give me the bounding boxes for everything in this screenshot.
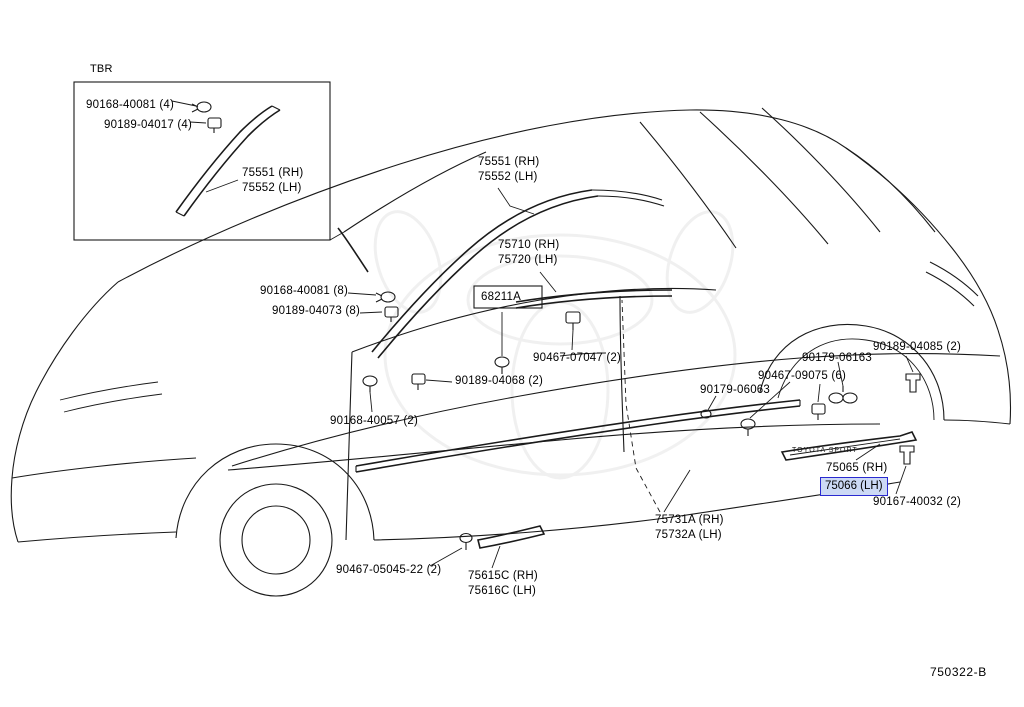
label-75731a-rh: 75731A (RH) (655, 514, 724, 526)
label-90189-04085: 90189-04085 (2) (873, 341, 962, 353)
label-90167-40032: 90167-40032 (2) (873, 496, 962, 508)
label-75732a-lh: 75732A (LH) (655, 529, 722, 541)
label-90168-40081-8: 90168-40081 (8) (260, 285, 349, 297)
label-75066-lh-selected[interactable]: 75066 (LH) (820, 477, 888, 496)
label-90189-04068: 90189-04068 (2) (455, 375, 544, 387)
label-75616c-lh: 75616C (LH) (468, 585, 537, 597)
label-75720-lh: 75720 (LH) (498, 254, 558, 266)
label-68211a: 68211A (481, 291, 521, 303)
boxes (74, 82, 542, 308)
label-90168-40057: 90168-40057 (2) (330, 415, 419, 427)
label-75065-rh: 75065 (RH) (826, 462, 888, 474)
label-90467-07047: 90467-07047 (2) (533, 352, 622, 364)
label-75710-rh: 75710 (RH) (498, 239, 560, 251)
label-90179-06063: 90179-06063 (700, 384, 770, 396)
label-75551-rh-inset: 75551 (RH) (242, 167, 304, 179)
diagram-number: 750322-B (930, 665, 987, 679)
svg-text:TOYOTA SPORT: TOYOTA SPORT (792, 447, 858, 454)
label-75615c-rh: 75615C (RH) (468, 570, 538, 582)
label-90179-06163: 90179-06163 (802, 352, 872, 364)
label-75552-lh: 75552 (LH) (478, 171, 538, 183)
label-90189-04073-8: 90189-04073 (8) (272, 305, 361, 317)
label-75552-lh-inset: 75552 (LH) (242, 182, 302, 194)
label-75551-rh: 75551 (RH) (478, 156, 540, 168)
label-90168-40081-4: 90168-40081 (4) (86, 99, 175, 111)
label-90467-09075: 90467-09075 (6) (758, 370, 847, 382)
label-90189-04017-4: 90189-04017 (4) (104, 119, 193, 131)
inset-title: TBR (90, 63, 113, 75)
label-90467-05045-22: 90467-05045-22 (2) (336, 564, 442, 576)
